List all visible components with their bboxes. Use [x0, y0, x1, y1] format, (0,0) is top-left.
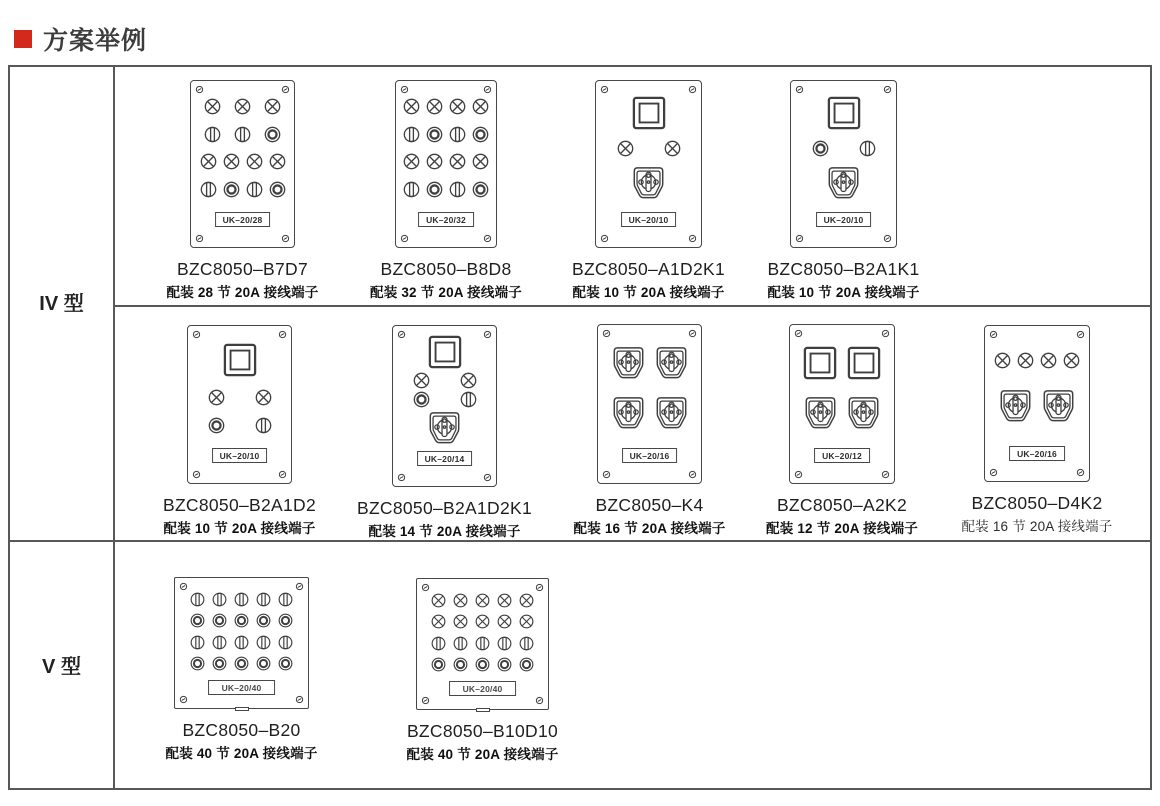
component-row — [803, 346, 881, 380]
pushbutton-ring-symbol — [278, 656, 293, 671]
corner-screw-icon — [989, 468, 998, 477]
terminal-config-text: 配装 40 节 20A 接线端子 — [406, 747, 559, 762]
indicator-lamp-symbol — [234, 98, 251, 115]
socket-symbol — [1042, 389, 1075, 423]
pushbutton-ring-symbol — [264, 126, 281, 143]
corner-screw-icon — [535, 696, 544, 705]
pushbutton-slot-symbol — [431, 636, 446, 651]
indicator-lamp-symbol — [460, 372, 477, 389]
component-rows — [989, 332, 1085, 443]
section-header — [14, 21, 147, 57]
component-rows — [600, 87, 697, 209]
indicator-lamp-symbol — [475, 614, 490, 629]
pushbutton-ring-symbol — [519, 657, 534, 672]
indicator-lamp-symbol — [472, 153, 489, 170]
corner-screw-icon — [688, 470, 697, 479]
component-row — [431, 614, 534, 629]
terminal-config-text: 配装 14 节 20A 接线端子 — [368, 524, 521, 539]
pushbutton-ring-symbol — [426, 181, 443, 198]
pushbutton-slot-symbol — [403, 181, 420, 198]
terminal-label-plate: UK–20/40 — [449, 681, 517, 696]
socket-symbol — [804, 396, 837, 430]
pushbutton-slot-symbol — [449, 126, 466, 143]
component-row — [190, 613, 293, 628]
indicator-lamp-symbol — [449, 153, 466, 170]
socket-symbol — [632, 166, 665, 200]
indicator-lamp-symbol — [413, 372, 430, 389]
component-rows — [602, 331, 697, 445]
corner-screw-icon — [179, 695, 188, 704]
indicator-lamp-symbol — [1017, 352, 1034, 369]
component-row — [999, 389, 1075, 423]
component-row — [403, 126, 489, 143]
bottom-notch — [235, 707, 249, 711]
indicator-lamp-symbol — [431, 593, 446, 608]
section-bullet-icon — [14, 30, 32, 48]
component-row — [403, 181, 489, 198]
corner-screw-icon — [795, 234, 804, 243]
pushbutton-slot-symbol — [278, 635, 293, 650]
indicator-lamp-symbol — [223, 153, 240, 170]
terminal-label-plate: UK–20/12 — [814, 448, 870, 463]
pushbutton-slot-symbol — [519, 636, 534, 651]
pushbutton-ring-symbol — [426, 126, 443, 143]
corner-screw-icon — [397, 473, 406, 482]
pushbutton-ring-symbol — [497, 657, 512, 672]
corner-screw-icon — [883, 234, 892, 243]
indicator-lamp-symbol — [453, 593, 468, 608]
indicator-lamp-symbol — [453, 614, 468, 629]
model-number: BZC8050–B2A1D2K1 — [356, 498, 533, 518]
indicator-lamp-symbol — [617, 140, 634, 157]
pushbutton-ring-symbol — [212, 656, 227, 671]
section-title: 方案举例 — [43, 27, 148, 55]
model-number: BZC8050–B7D7 — [176, 259, 309, 279]
indicator-lamp-symbol — [994, 352, 1011, 369]
device-panel-BZC8050–B2A1D2 — [187, 325, 292, 484]
device-panel-BZC8050–A1D2K1 — [595, 80, 702, 248]
model-number: BZC8050–K4 — [595, 495, 704, 515]
device-panel-BZC8050–A2K2 — [789, 324, 895, 484]
model-number: BZC8050–B2A1D2 — [162, 495, 317, 515]
pushbutton-slot-symbol — [246, 181, 263, 198]
component-row — [632, 166, 665, 200]
indicator-lamp-symbol — [208, 389, 225, 406]
corner-screw-icon — [602, 470, 611, 479]
component-row — [204, 126, 281, 143]
device-panel-BZC8050–B8D8 — [395, 80, 497, 248]
pushbutton-ring-symbol — [453, 657, 468, 672]
pushbutton-slot-symbol — [497, 636, 512, 651]
indicator-lamp-symbol — [200, 153, 217, 170]
pushbutton-slot-symbol — [234, 126, 251, 143]
meter-window-symbol — [847, 346, 881, 380]
model-number: BZC8050–A1D2K1 — [571, 259, 726, 279]
socket-symbol — [827, 166, 860, 200]
indicator-lamp-symbol — [264, 98, 281, 115]
pushbutton-ring-symbol — [431, 657, 446, 672]
component-rows — [192, 332, 287, 445]
indicator-lamp-symbol — [475, 593, 490, 608]
pushbutton-slot-symbol — [204, 126, 221, 143]
pushbutton-ring-symbol — [190, 613, 205, 628]
model-number: BZC8050–D4K2 — [971, 493, 1103, 513]
scheme-example-table — [8, 65, 1152, 790]
indicator-lamp-symbol — [1040, 352, 1057, 369]
panel-caption — [120, 495, 360, 537]
component-rows — [179, 585, 304, 678]
pushbutton-slot-symbol — [278, 592, 293, 607]
panel-caption — [917, 493, 1157, 535]
pushbutton-ring-symbol — [256, 656, 271, 671]
component-row — [190, 592, 293, 607]
component-row — [612, 396, 688, 430]
corner-screw-icon — [600, 234, 609, 243]
type-label-iv: IV 型 — [39, 293, 84, 315]
pushbutton-ring-symbol — [234, 613, 249, 628]
terminal-config-text: 配装 16 节 20A 接线端子 — [961, 519, 1113, 534]
corner-screw-icon — [483, 473, 492, 482]
column-divider — [113, 67, 115, 788]
pushbutton-ring-symbol — [208, 417, 225, 434]
corner-screw-icon — [421, 696, 430, 705]
device-panel-BZC8050–B10D10 — [416, 578, 549, 710]
terminal-config-text: 配装 12 节 20A 接线端子 — [766, 521, 918, 536]
indicator-lamp-symbol — [246, 153, 263, 170]
row-divider — [10, 540, 1150, 542]
component-row — [190, 656, 293, 671]
indicator-lamp-symbol — [403, 153, 420, 170]
pushbutton-slot-symbol — [212, 635, 227, 650]
indicator-lamp-symbol — [449, 98, 466, 115]
meter-window-symbol — [827, 96, 861, 130]
meter-window-symbol — [803, 346, 837, 380]
pushbutton-slot-symbol — [234, 592, 249, 607]
terminal-config-text: 配装 10 节 20A 接线端子 — [572, 285, 725, 300]
terminal-label-plate: UK–20/16 — [622, 448, 678, 463]
corner-screw-icon — [688, 234, 697, 243]
terminal-label-plate: UK–20/40 — [208, 680, 276, 695]
component-row — [190, 635, 293, 650]
pushbutton-ring-symbol — [190, 656, 205, 671]
indicator-lamp-symbol — [269, 153, 286, 170]
device-panel-BZC8050–B2A1K1 — [790, 80, 897, 248]
socket-symbol — [655, 346, 688, 380]
device-panel-BZC8050–B7D7 — [190, 80, 295, 248]
indicator-lamp-symbol — [426, 98, 443, 115]
component-row — [223, 343, 257, 377]
meter-window-symbol — [632, 96, 666, 130]
socket-symbol — [847, 396, 880, 430]
type-label-v: V 型 — [42, 656, 81, 678]
component-row — [617, 140, 681, 157]
corner-screw-icon — [881, 470, 890, 479]
pushbutton-slot-symbol — [453, 636, 468, 651]
component-row — [632, 96, 666, 130]
component-row — [827, 166, 860, 200]
pushbutton-slot-symbol — [190, 635, 205, 650]
corner-screw-icon — [400, 234, 409, 243]
device-panel-BZC8050–D4K2 — [984, 325, 1090, 482]
corner-screw-icon — [483, 234, 492, 243]
component-rows — [794, 331, 890, 445]
indicator-lamp-symbol — [519, 614, 534, 629]
panel-caption — [363, 721, 603, 763]
terminal-label-plate: UK–20/32 — [418, 212, 474, 227]
device-panel-BZC8050–B2A1D2K1 — [392, 325, 497, 487]
pushbutton-slot-symbol — [255, 417, 272, 434]
indicator-lamp-symbol — [1063, 352, 1080, 369]
pushbutton-slot-symbol — [403, 126, 420, 143]
component-row — [413, 372, 477, 389]
model-number: BZC8050–B8D8 — [380, 259, 512, 279]
component-row — [200, 181, 286, 198]
component-row — [403, 153, 489, 170]
device-panel-BZC8050–K4 — [597, 324, 702, 484]
corner-screw-icon — [281, 234, 290, 243]
terminal-label-plate: UK–20/10 — [212, 448, 268, 463]
component-row — [200, 153, 286, 170]
socket-symbol — [655, 396, 688, 430]
indicator-lamp-symbol — [426, 153, 443, 170]
pushbutton-slot-symbol — [200, 181, 217, 198]
pushbutton-slot-symbol — [449, 181, 466, 198]
component-row — [208, 389, 272, 406]
component-row — [812, 140, 876, 157]
terminal-config-text: 配装 28 节 20A 接线端子 — [166, 285, 319, 300]
terminal-config-text: 配装 16 节 20A 接线端子 — [573, 521, 726, 536]
panel-caption — [325, 498, 565, 540]
component-row — [612, 346, 688, 380]
pushbutton-slot-symbol — [256, 592, 271, 607]
bottom-notch — [476, 708, 490, 712]
corner-screw-icon — [794, 470, 803, 479]
socket-symbol — [612, 346, 645, 380]
pushbutton-ring-symbol — [234, 656, 249, 671]
component-rows — [400, 87, 492, 209]
meter-window-symbol — [428, 335, 462, 369]
terminal-label-plate: UK–20/10 — [816, 212, 872, 227]
corner-screw-icon — [195, 234, 204, 243]
socket-symbol — [999, 389, 1032, 423]
terminal-config-text: 配装 32 节 20A 接线端子 — [370, 285, 522, 300]
indicator-lamp-symbol — [497, 614, 512, 629]
corner-screw-icon — [295, 695, 304, 704]
component-row — [994, 352, 1080, 369]
subrow-divider — [113, 305, 1150, 307]
component-row — [804, 396, 880, 430]
component-row — [827, 96, 861, 130]
model-number: BZC8050–B20 — [182, 720, 301, 740]
pushbutton-ring-symbol — [278, 613, 293, 628]
indicator-lamp-symbol — [431, 614, 446, 629]
device-panel-BZC8050–B20 — [174, 577, 309, 709]
socket-symbol — [612, 396, 645, 430]
pushbutton-ring-symbol — [472, 181, 489, 198]
indicator-lamp-symbol — [255, 389, 272, 406]
terminal-config-text: 配装 10 节 20A 接线端子 — [163, 521, 316, 536]
component-rows — [397, 332, 492, 448]
corner-screw-icon — [1076, 468, 1085, 477]
corner-screw-icon — [192, 470, 201, 479]
indicator-lamp-symbol — [519, 593, 534, 608]
pushbutton-slot-symbol — [460, 391, 477, 408]
socket-symbol — [428, 411, 461, 445]
component-row — [204, 98, 281, 115]
component-row — [428, 335, 462, 369]
corner-screw-icon — [278, 470, 287, 479]
pushbutton-ring-symbol — [256, 613, 271, 628]
terminal-config-text: 配装 10 节 20A 接线端子 — [767, 285, 920, 300]
component-row — [413, 391, 477, 408]
pushbutton-ring-symbol — [212, 613, 227, 628]
indicator-lamp-symbol — [472, 98, 489, 115]
indicator-lamp-symbol — [497, 593, 512, 608]
pushbutton-ring-symbol — [413, 391, 430, 408]
terminal-label-plate: UK–20/14 — [417, 451, 473, 466]
pushbutton-slot-symbol — [212, 592, 227, 607]
component-row — [431, 593, 534, 608]
component-row — [431, 636, 534, 651]
pushbutton-slot-symbol — [234, 635, 249, 650]
pushbutton-slot-symbol — [256, 635, 271, 650]
component-rows — [195, 87, 290, 209]
pushbutton-slot-symbol — [475, 636, 490, 651]
pushbutton-ring-symbol — [475, 657, 490, 672]
pushbutton-slot-symbol — [859, 140, 876, 157]
pushbutton-ring-symbol — [269, 181, 286, 198]
terminal-label-plate: UK–20/28 — [215, 212, 271, 227]
terminal-config-text: 配装 40 节 20A 接线端子 — [165, 746, 318, 761]
pushbutton-ring-symbol — [472, 126, 489, 143]
component-row — [403, 98, 489, 115]
model-number: BZC8050–B10D10 — [406, 721, 559, 741]
pushbutton-ring-symbol — [223, 181, 240, 198]
indicator-lamp-symbol — [664, 140, 681, 157]
component-row — [208, 417, 272, 434]
indicator-lamp-symbol — [204, 98, 221, 115]
panel-caption — [724, 259, 964, 301]
component-row — [428, 411, 461, 445]
model-number: BZC8050–A2K2 — [776, 495, 908, 515]
pushbutton-slot-symbol — [190, 592, 205, 607]
model-number: BZC8050–B2A1K1 — [767, 259, 920, 279]
panel-caption — [122, 720, 362, 762]
terminal-label-plate: UK–20/10 — [621, 212, 677, 227]
component-row — [431, 657, 534, 672]
indicator-lamp-symbol — [403, 98, 420, 115]
terminal-label-plate: UK–20/16 — [1009, 446, 1065, 461]
meter-window-symbol — [223, 343, 257, 377]
component-rows — [795, 87, 892, 209]
pushbutton-ring-symbol — [812, 140, 829, 157]
component-rows — [421, 586, 544, 679]
